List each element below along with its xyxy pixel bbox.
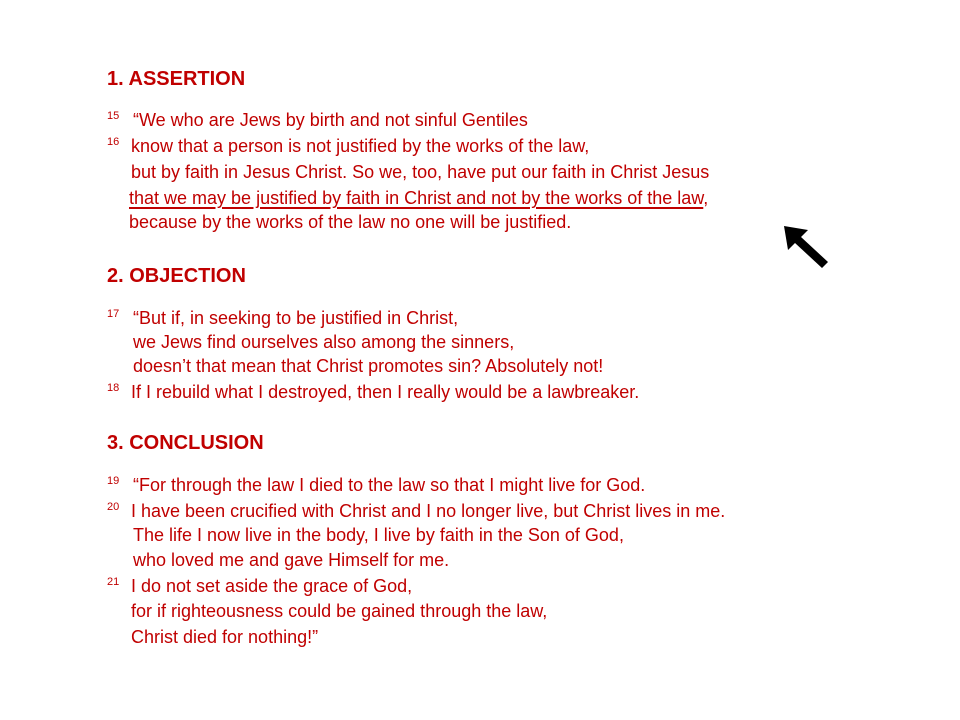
verse-number-16: 16 (107, 136, 120, 148)
section-title-conclusion: 3. CONCLUSION (107, 432, 264, 454)
verse-line: I do not set aside the grace of God, (131, 576, 413, 596)
verse-line: who loved me and gave Himself for me. (133, 550, 450, 570)
verse-line: but by faith in Jesus Christ. So we, too, have put our faith in Christ Jesus (131, 162, 710, 182)
verse-number-15: 15 (107, 110, 120, 122)
verse-line: If I rebuild what I destroyed, then I really would be a lawbreaker. (131, 382, 640, 402)
arrow-up-left-icon (780, 222, 832, 270)
verse-line: I have been crucified with Christ and I no longer live, but Christ lives in me. (131, 501, 726, 521)
verse-number-18: 18 (107, 382, 120, 394)
verse-number-21: 21 (107, 576, 120, 588)
verse-line: “For through the law I died to the law so that I might live for God. (133, 475, 646, 495)
section-title-assertion: 1. ASSERTION (107, 68, 246, 90)
verse-line: for if righteousness could be gained through the law, (131, 601, 548, 621)
trailing-punctuation: , (703, 188, 709, 208)
verse-number-19: 19 (107, 475, 120, 487)
underlined-phrase: that we may be justified by faith in Christ and not by the works of the law (129, 188, 704, 208)
verse-line: “But if, in seeking to be justified in Christ, (133, 308, 459, 328)
section-title-objection: 2. OBJECTION (107, 265, 246, 287)
verse-number-17: 17 (107, 308, 120, 320)
verse-line: know that a person is not justified by the works of the law, (131, 136, 590, 156)
verse-line-underlined (129, 187, 708, 209)
verse-line: The life I now live in the body, I live by faith in the Son of God, (133, 525, 624, 545)
verse-line: “We who are Jews by birth and not sinful Gentiles (133, 110, 528, 130)
verse-line: because by the works of the law no one will be justified. (129, 212, 572, 232)
verse-line: Christ died for nothing!” (131, 627, 319, 647)
verse-number-20: 20 (107, 501, 120, 513)
verse-line: doesn’t that mean that Christ promotes sin? Absolutely not! (133, 356, 604, 376)
verse-line: we Jews find ourselves also among the sinners, (133, 332, 515, 352)
